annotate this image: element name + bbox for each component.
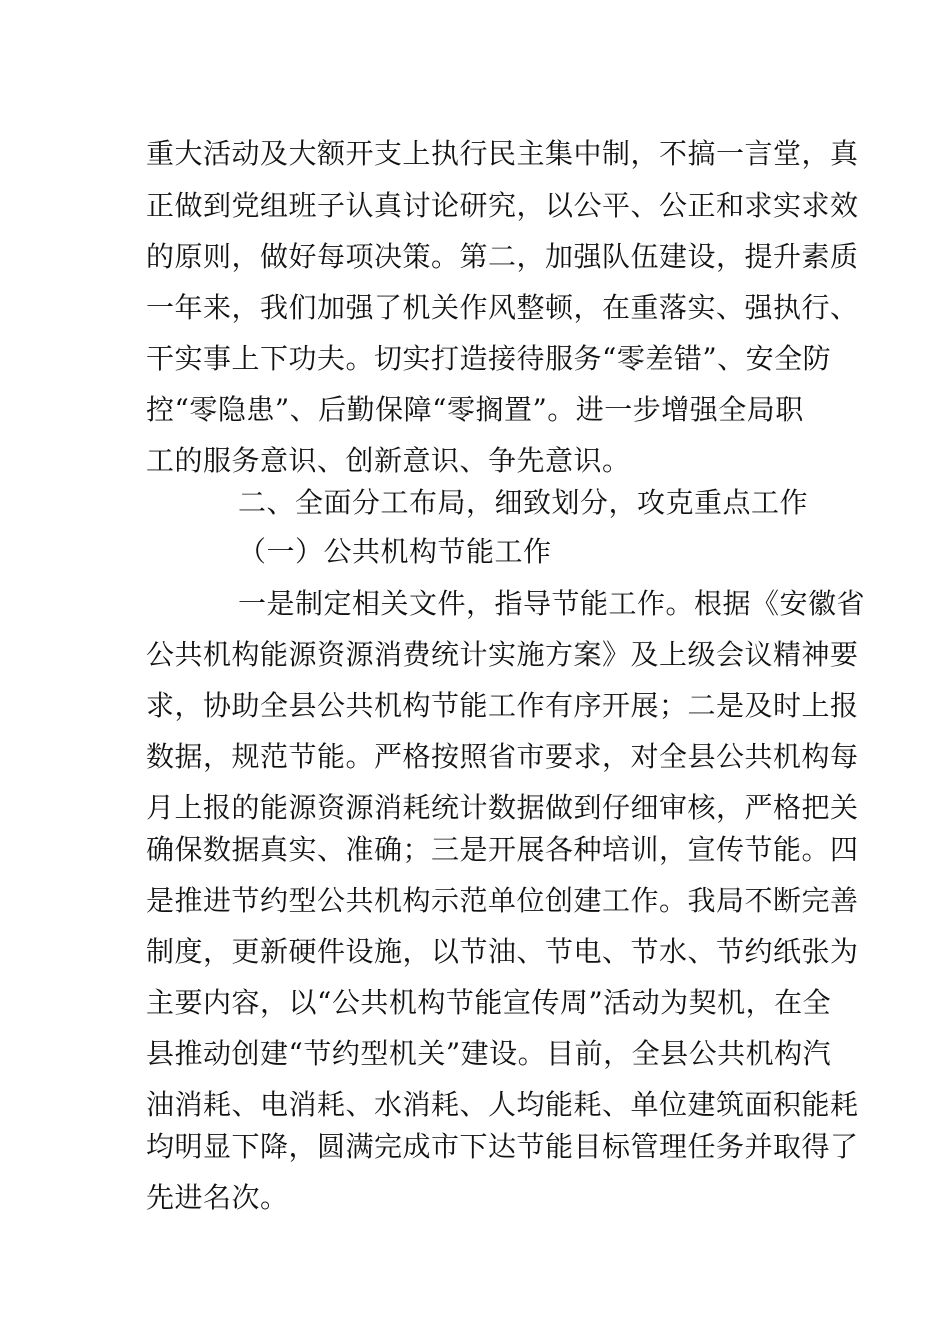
paragraph-line: 确保数据真实、准确；三是开展各种培训，宣传节能。四 — [146, 833, 859, 866]
paragraph-line: 月上报的能源资源消耗统计数据做到仔细审核，严格把关 — [146, 791, 859, 824]
paragraph-line: 求，协助全县公共机构节能工作有序开展；二是及时上报 — [146, 689, 859, 722]
paragraph-line: 控“零隐患”、后勤保障“零搁置”。进一步增强全局职 — [146, 393, 804, 426]
paragraph-line: 工的服务意识、创新意识、争先意识。 — [146, 444, 631, 477]
paragraph-line: 数据，规范节能。严格按照省市要求，对全县公共机构每 — [146, 740, 859, 773]
paragraph-line: 干实事上下功夫。切实打造接待服务“零差错”、安全防 — [146, 342, 832, 375]
subsection-heading: （一）公共机构节能工作 — [238, 535, 552, 568]
paragraph-line: 县推动创建“节约型机关”建设。目前，全县公共机构汽 — [146, 1037, 832, 1070]
paragraph-line: 均明显下降，圆满完成市下达节能目标管理任务并取得了 — [146, 1130, 859, 1163]
paragraph-line: 制度，更新硬件设施，以节油、节电、节水、节约纸张为 — [146, 935, 859, 968]
paragraph-line: 的原则，做好每项决策。第二，加强队伍建设，提升素质 — [146, 240, 859, 273]
paragraph-line: 先进名次。 — [146, 1181, 289, 1214]
paragraph-line: 公共机构能源资源消费统计实施方案》及上级会议精神要 — [146, 638, 859, 671]
paragraph-line: 一年来，我们加强了机关作风整顿，在重落实、强执行、 — [146, 291, 859, 324]
paragraph-line: 重大活动及大额开支上执行民主集中制，不搞一言堂，真 — [146, 137, 859, 170]
paragraph-line: 正做到党组班子认真讨论研究，以公平、公正和求实求效 — [146, 189, 859, 222]
paragraph-line: 一是制定相关文件，指导节能工作。根据《安徽省 — [238, 587, 866, 620]
paragraph-line: 主要内容，以“公共机构节能宣传周”活动为契机，在全 — [146, 986, 832, 1019]
paragraph-line: 油消耗、电消耗、水消耗、人均能耗、单位建筑面积能耗 — [146, 1088, 859, 1121]
section-heading: 二、全面分工布局，细致划分，攻克重点工作 — [238, 486, 809, 519]
paragraph-line: 是推进节约型公共机构示范单位创建工作。我局不断完善 — [146, 884, 859, 917]
